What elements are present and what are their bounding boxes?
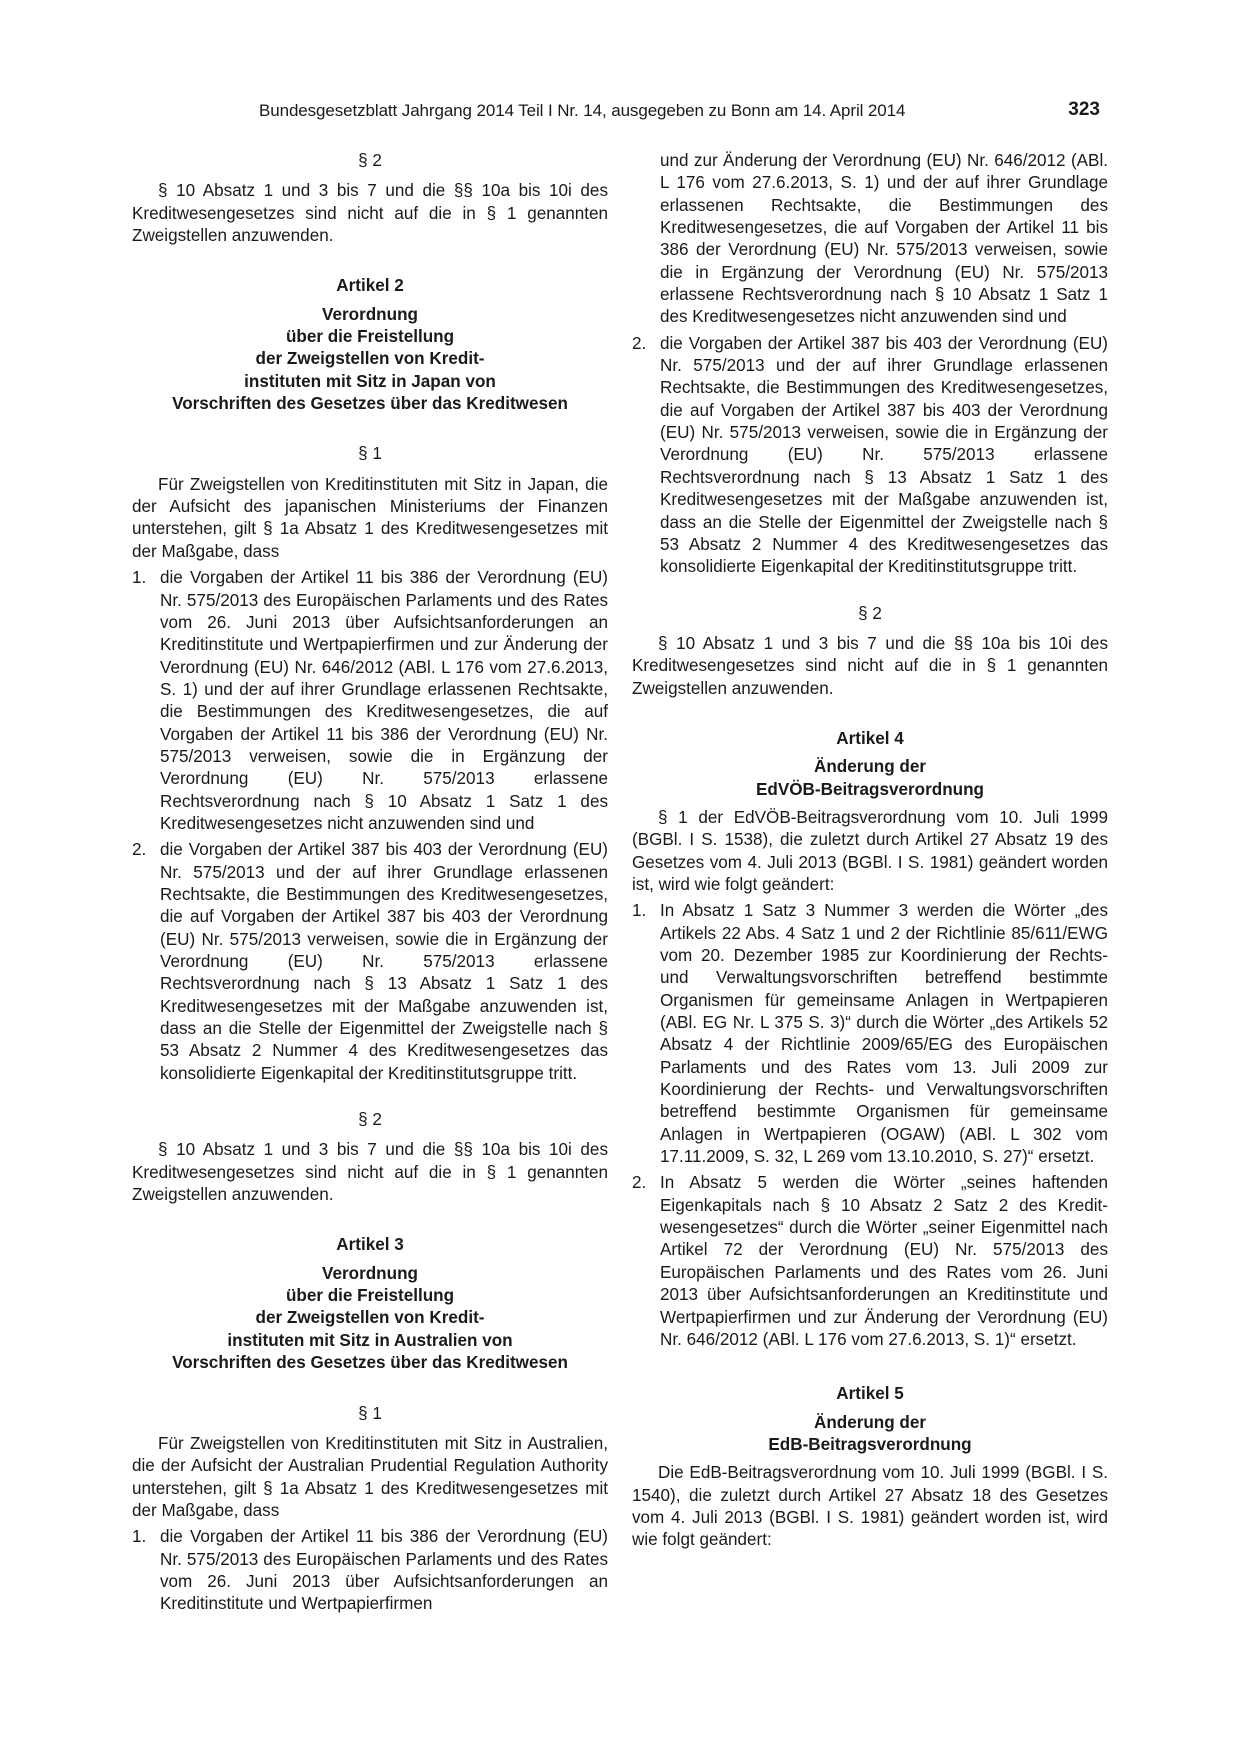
- list-number: 2.: [632, 1173, 647, 1193]
- numbered-list: [132, 567, 608, 1085]
- section-sign: § 2: [358, 1110, 382, 1130]
- article-title-line: EdB-Beitragsverordnung: [768, 1434, 972, 1454]
- list-item: [632, 900, 1108, 1168]
- article-title-line: der Zweigstellen von Kredit-: [255, 1308, 485, 1328]
- list-text: In Absatz 1 Satz 3 Nummer 3 werden die Wörter „des Artikels 22 Abs. 4 Satz 1 und 2 der Richtlinie 85/611/EWG vom 20. Dezember 1985 zur Koordinierung der Rechts- und Verwaltungsvorschriften betreffend bestimmte Organismen für gemeinsame Anlagen in Wertpapieren (ABl. EG Nr. L 375 S. 3)“ durch die Wörter „des Artikels 52 Absatz 4 der Richtlinie 2009/65/EG des Europäischen Parlaments und des Rates vom 13. Juli 2009 zur Koordinierung der Rechts- und Verwaltungsvorschriften betreffend bestimmte Organismen für gemeinsame Anlagen in Wertpapieren (OGAW) (ABl. L 302 vom 17.11.2009, S. 32, L 269 vom 13.10.2010, S. 27)“ ersetzt.: [660, 901, 1108, 1167]
- section-sign: § 1: [358, 444, 382, 464]
- section-text: § 10 Absatz 1 und 3 bis 7 und die §§ 10a bis 10i des Kreditwesengesetzes sind nicht auf die in § 1 genannten Zweigstellen anzuwenden.: [132, 181, 608, 246]
- list-text: In Absatz 5 werden die Wörter „seines haftenden Eigenkapitals nach § 10 Absatz 2 Satz 2 des Kreditwesengesetzes“ durch die Wörter „seiner Eigenmittel nach Artikel 72 der Verordnung (EU) Nr. 575/2013 des Europäischen Parlaments und des Rates vom 26. Juni 2013 über Aufsichtsanforderungen an Kreditinstitute und Wertpapierfirmen und zur Änderung der Verordnung (EU) Nr. 646/2012 (ABl. L 176 vom 27.6.2013, S. 1)“ ersetzt.: [660, 1173, 1108, 1349]
- section-text: § 10 Absatz 1 und 3 bis 7 und die §§ 10a bis 10i des Kreditwesengesetzes sind nicht auf die in § 1 genannten Zweigstellen anzuwenden.: [132, 1140, 608, 1205]
- article-title-line: Verordnung: [322, 1263, 418, 1283]
- numbered-list: [632, 333, 1108, 579]
- list-text: die Vorgaben der Artikel 387 bis 403 der Verordnung (EU) Nr. 575/2013 und der auf ihrer Grundlage erlassenen Rechtsakte, die Bestimmungen des Kreditwesengesetzes, die auf Vorgaben der Artikel 387 bis 403 der Verordnung (EU) Nr. 575/2013 verweisen, sowie die in Ergänzung der Verordnung (EU) Nr. 575/2013 erlassene Rechtsverordnung nach § 13 Absatz 1 Satz 1 des Kreditwesengesetzes mit der Maßgabe anzuwenden ist, dass an die Stelle der Eigenmittel der Zweigstelle nach § 53 Absatz 2 Nummer 4 des Kreditwesengesetzes das konsolidierte Eigenkapital der Kreditinstitutsgruppe tritt.: [660, 333, 1108, 577]
- page-number: 323: [1068, 99, 1100, 120]
- page-header: [259, 101, 1100, 127]
- article-title-line: Verordnung: [322, 304, 418, 324]
- list-item: [132, 1526, 608, 1615]
- section-sign: § 2: [358, 151, 382, 170]
- running-header: Bundesgesetzblatt Jahrgang 2014 Teil I Nr. 14, ausgegeben zu Bonn am 14. April 2014: [259, 101, 906, 120]
- continued-list-text: und zur Änderung der Verordnung (EU) Nr. 646/2012 (ABl. L 176 vom 27.6.2013, S. 1) und der auf ihrer Grundlage erlassenen Rechtsakte, die Bestimmungen des Kreditwesengesetzes, die auf Vorgaben der Artikel 11 bis 386 der Verordnung (EU) Nr. 575/2013 verweisen, sowie die in Ergänzung der Verordnung (EU) Nr. 575/2013 erlassene Rechtsverordnung nach § 10 Absatz 1 Satz 1 des Kreditwesengesetzes nicht anzuwenden sind und: [660, 151, 1108, 327]
- list-text: die Vorgaben der Artikel 11 bis 386 der Verordnung (EU) Nr. 575/2013 des Europäischen Parlaments und des Rates vom 26. Juni 2013 über Aufsichtsanforderungen an Kreditinstitute und Wertpapierfirmen: [160, 1527, 608, 1614]
- article-title-line: über die Freistellung: [285, 327, 455, 347]
- article-title-line: Vorschriften des Gesetzes über das Kreditwesen: [172, 1353, 568, 1373]
- article-title-line: instituten mit Sitz in Australien von: [227, 1330, 513, 1350]
- list-text: die Vorgaben der Artikel 11 bis 386 der Verordnung (EU) Nr. 575/2013 des Europäischen Parlaments und des Rates vom 26. Juni 2013 über Aufsichtsanforderungen an Kreditinstitute und Wertpapierfirmen und zur Änderung der Verordnung (EU) Nr. 646/2012 (ABl. L 176 vom 27.6.2013, S. 1) und der auf ihrer Grundlage erlassenen Rechtsakte, die Bestimmungen des Kreditwesengesetzes, die auf Vorgaben der Artikel 11 bis 386 der Verordnung (EU) Nr. 575/2013 verweisen, sowie die in Ergänzung der Verordnung (EU) Nr. 575/2013 erlassene Rechtsverordnung nach § 10 Absatz 1 Satz 1 des Kreditwesengesetzes nicht anzuwenden sind und: [160, 568, 608, 833]
- article-heading: Artikel 2: [336, 276, 404, 296]
- article-heading: Artikel 5: [836, 1384, 904, 1404]
- article-title-line: instituten mit Sitz in Japan von: [244, 371, 496, 391]
- article-title-line: Vorschriften des Gesetzes über das Kreditwesen: [172, 394, 568, 414]
- list-number: 1.: [632, 901, 647, 921]
- list-item: [632, 333, 1108, 579]
- section-intro: Die EdB-Beitragsverordnung vom 10. Juli 1999 (BGBl. I S. 1540), die zuletzt durch Artikel 27 Absatz 18 des Gesetzes vom 4. Juli 2013 (BGBl. I S. 1981) geändert worden ist, wird wie folgt geändert:: [632, 1463, 1108, 1550]
- list-number: 1.: [132, 568, 147, 588]
- list-number: 1.: [132, 1527, 147, 1547]
- list-text: die Vorgaben der Artikel 387 bis 403 der Verordnung (EU) Nr. 575/2013 und der auf ihrer Grundlage erlassenen Rechtsakte, die Bestimmungen des Kreditwesengesetzes, die auf Vorgaben der Artikel 387 bis 403 der Verordnung (EU) Nr. 575/2013 verweisen, sowie die in Ergänzung der Verordnung (EU) Nr. 575/2013 erlassene Rechtsverordnung nach § 13 Absatz 1 Satz 1 des Kreditwesengesetzes mit der Maßgabe anzuwenden ist, dass an die Stelle der Eigenmittel der Zweigstelle nach § 53 Absatz 2 Nummer 4 des Kreditwesengesetzes das konsolidierte Eigenkapital der Kreditinstitutsgruppe tritt.: [160, 840, 608, 1083]
- article-title-line: EdVÖB-Beitragsverordnung: [756, 779, 984, 799]
- article-title-line: über die Freistellung: [285, 1286, 455, 1306]
- numbered-list: [132, 1526, 608, 1615]
- list-number: 2.: [632, 333, 647, 353]
- section-text: § 10 Absatz 1 und 3 bis 7 und die §§ 10a bis 10i des Kreditwesengesetzes sind nicht auf die in § 1 genannten Zweigstellen anzuwenden.: [632, 633, 1108, 698]
- article-title-line: der Zweigstellen von Kredit-: [255, 349, 485, 369]
- list-number: 2.: [132, 840, 147, 860]
- section-intro: Für Zweigstellen von Kreditinstituten mit Sitz in Australien, die der Aufsicht der Australian Prudential Regulation Authority unterstehen, gilt § 1a Absatz 1 des Kreditwesengesetzes mit der Maßgabe, dass: [132, 1433, 608, 1520]
- section-sign: § 2: [858, 603, 882, 623]
- numbered-list: [632, 900, 1108, 1351]
- list-item: [132, 839, 608, 1085]
- list-item: [632, 1172, 1108, 1351]
- section-sign: § 1: [358, 1403, 382, 1423]
- article-heading: Artikel 4: [836, 728, 904, 748]
- section-intro: § 1 der EdVÖB-Beitragsverordnung vom 10. Juli 1999 (BGBl. I S. 1538), die zuletzt durch Artikel 27 Absatz 19 des Gesetzes vom 4. Juli 2013 (BGBl. I S. 1981) geändert worden ist, wird wie folgt geändert:: [632, 807, 1108, 894]
- list-item: [132, 567, 608, 835]
- article-title-line: Änderung der: [813, 1412, 927, 1432]
- article-title-line: Änderung der: [813, 757, 927, 777]
- article-heading: Artikel 3: [336, 1235, 404, 1255]
- right-column: [632, 150, 1108, 1552]
- left-column: [132, 150, 608, 1620]
- section-intro: Für Zweigstellen von Kreditinstituten mit Sitz in Japan, die der Aufsicht des japanischen Ministeriums der Finanzen unterstehen, gilt § 1a Absatz 1 des Kreditwesengesetzes mit der Maßgabe, dass: [132, 474, 608, 561]
